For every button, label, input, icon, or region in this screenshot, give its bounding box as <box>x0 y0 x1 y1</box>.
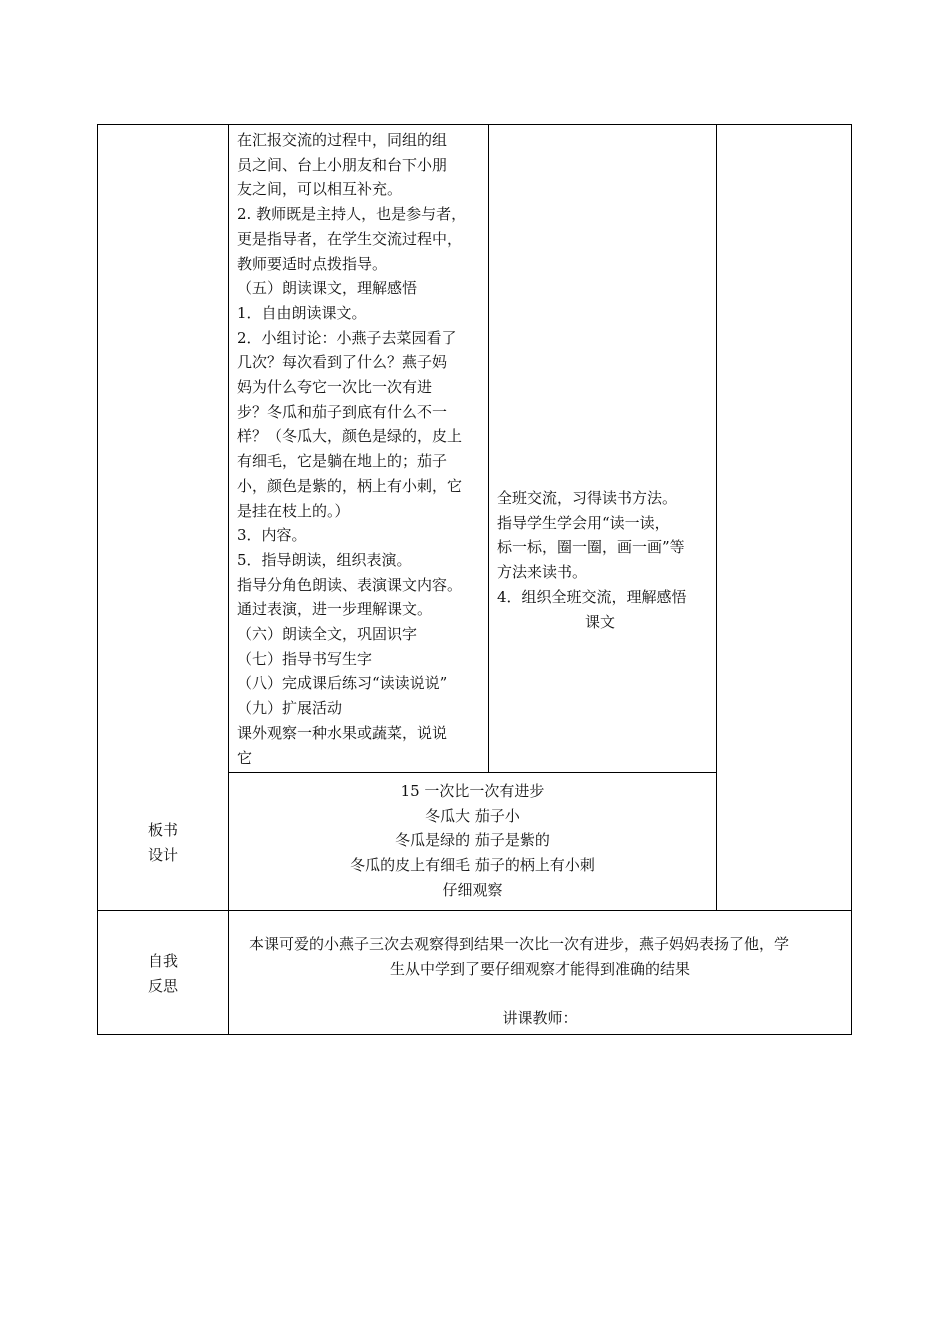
procedure-line: 小，颜色是紫的，柄上有小刺，它 <box>237 476 463 495</box>
reflection-label-line: 反思 <box>147 976 178 995</box>
procedure-line: 员之间、台上小朋友和台下小朋 <box>237 155 448 174</box>
blackboard-content <box>229 779 716 903</box>
reflection-content <box>229 932 851 1031</box>
table-border-right <box>851 124 852 1035</box>
procedure-line: 教师要适时点拨指导。 <box>237 254 388 273</box>
procedure-line: 2．小组讨论：小燕子去菜园看了 <box>237 328 457 347</box>
reflection-text: 本课可爱的小燕子三次去观察得到结果一次比一次有进步，燕子妈妈表扬了他，学 <box>249 935 790 953</box>
procedure-line: （六）朗读全文，巩固识字 <box>237 625 418 644</box>
activity-line: 全班交流，习得读书方法。 <box>497 489 678 507</box>
table-border-bottom <box>97 1034 852 1035</box>
procedure-line: 更是指导者，在学生交流过程中， <box>237 229 463 248</box>
blackboard-label-line: 板书 <box>147 821 178 839</box>
row-divider-1 <box>228 772 717 773</box>
blackboard-line: 冬瓜是绿的 茄子是紫的 <box>395 831 550 850</box>
student-activity-cell <box>497 486 713 634</box>
activity-line: 4．组织全班交流，理解感悟 <box>497 587 687 606</box>
procedure-line: 5．指导朗读，组织表演。 <box>237 550 412 569</box>
procedure-line: 是挂在枝上的。） <box>237 501 350 520</box>
procedure-line: （五）朗读课文，理解感悟 <box>237 279 418 298</box>
procedure-line: 它 <box>237 748 253 767</box>
procedure-line: 步？冬瓜和茄子到底有什么不一 <box>237 402 448 421</box>
reflection-text: 生从中学到了要仔细观察才能得到准确的结果 <box>389 959 690 978</box>
procedure-line: 几次？每次看到了什么？燕子妈 <box>237 353 448 372</box>
blackboard-line: 仔细观察 <box>442 880 503 899</box>
reflection-spacer <box>229 981 851 1006</box>
procedure-line: （七）指导书写生字 <box>237 649 373 668</box>
procedure-line: 妈为什么夸它一次比一次有进 <box>237 378 433 397</box>
procedure-line: （九）扩展活动 <box>237 699 343 718</box>
column-divider-3 <box>716 124 717 910</box>
blackboard-line: 冬瓜的皮上有细毛 茄子的柄上有小刺 <box>350 856 595 875</box>
teacher-signature-label: 讲课教师： <box>502 1009 578 1028</box>
procedure-line: 在汇报交流的过程中，同组的组 <box>237 131 448 149</box>
blackboard-label-line: 设计 <box>147 845 178 864</box>
row-divider-2 <box>97 910 852 911</box>
activity-line: 课文 <box>585 612 616 631</box>
activity-line: 标一标，圈一圈，画一画”等 <box>497 538 685 557</box>
blackboard-line: 冬瓜大 茄子小 <box>425 806 520 825</box>
procedure-line: 2. 教师既是主持人，也是参与者， <box>237 205 467 224</box>
table-border-left <box>97 124 98 1035</box>
blackboard-title: 15 一次比一次有进步 <box>400 782 545 800</box>
procedure-line: 3．内容。 <box>237 526 307 545</box>
procedure-line: 友之间，可以相互补充。 <box>237 180 403 199</box>
activity-line: 指导学生学会用“读一读， <box>497 513 670 532</box>
procedure-line: 通过表演，进一步理解课文。 <box>237 600 433 619</box>
procedure-line: 指导分角色朗读、表演课文内容。 <box>237 575 463 594</box>
activity-line: 方法来读书。 <box>497 563 588 582</box>
reflection-label <box>98 949 228 998</box>
table-border-top <box>97 124 852 125</box>
procedure-line: 有细毛，它是躺在地上的；茄子 <box>237 452 448 471</box>
procedure-line: 课外观察一种水果或蔬菜，说说 <box>237 723 448 742</box>
procedure-line: 1．自由朗读课文。 <box>237 303 367 322</box>
reflection-label-line: 自我 <box>147 952 178 970</box>
teaching-procedure-cell <box>237 128 485 770</box>
procedure-line: 样？（冬瓜大，颜色是绿的，皮上 <box>237 427 463 446</box>
column-divider-2 <box>488 124 489 772</box>
blackboard-label <box>98 818 228 867</box>
procedure-line: （八）完成课后练习“读读说说” <box>237 674 448 693</box>
